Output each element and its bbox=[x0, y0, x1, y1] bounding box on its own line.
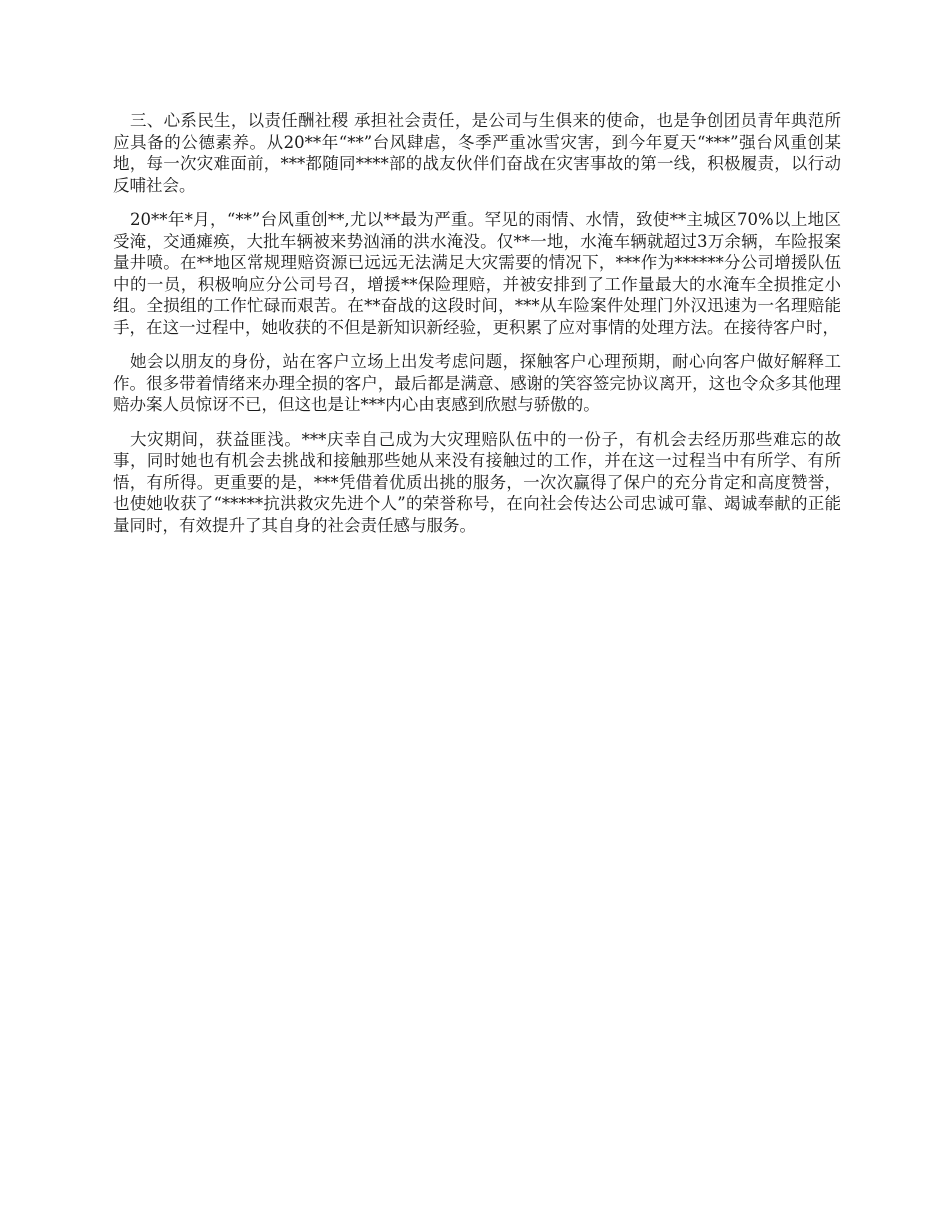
paragraph-4: 大灾期间，获益匪浅。***庆幸自己成为大灾理赔队伍中的一份子，有机会去经历那些难忘的故事，同时她也有机会去挑战和接触那些她从来没有接触过的工作，并在这一过程当中有所学、有所悟，有所得。更重要的是，***凭借着优质出挑的服务，一次次赢得了保户的充分肯定和高度赞誉，也使她收获了“*****抗洪救灾先进个人”的荣誉称号，在向社会传达公司忠诚可靠、竭诚奉献的正能量同时，有效提升了其自身的社会责任感与服务。 bbox=[113, 429, 841, 535]
document-body bbox=[113, 110, 841, 549]
paragraph-1: 三、心系民生，以责任酬社稷 承担社会责任，是公司与生俱来的使命，也是争创团员青年典范所应具备的公德素养。从20**年“**”台风肆虐，冬季严重冰雪灾害，到今年夏天“***”强台风重创某地，每一次灾难面前，***都随同****部的战友伙伴们奋战在灾害事故的第一线，积极履责，以行动反哺社会。 bbox=[113, 111, 841, 195]
paragraph-3: 她会以朋友的身份，站在客户立场上出发考虑问题，探触客户心理预期，耐心向客户做好解释工作。很多带着情绪来办理全损的客户，最后都是满意、感谢的笑容签完协议离开，这也令众多其他理赔办案人员惊讶不已，但这也是让***内心由衷感到欣慰与骄傲的。 bbox=[113, 352, 841, 414]
paragraph-2: 20**年*月，“**”台风重创**,尤以**最为严重。罕见的雨情、水情，致使**主城区70%以上地区受淹，交通瘫痪，大批车辆被来势汹涌的洪水淹没。仅**一地，水淹车辆就超过3万余辆，车险报案量井喷。在**地区常规理赔资源已远远无法满足大灾需要的情况下，***作为******分公司增援队伍中的一员，积极响应分公司号召，增援**保险理赔，并被安排到了工作量最大的水淹车全损推定小组。全损组的工作忙碌而艰苦。在**奋战的这段时间，***从车险案件处理门外汉迅速为一名理赔能手，在这一过程中，她收获的不但是新知识新经验，更积累了应对事情的处理方法。在接待客户时， bbox=[113, 210, 841, 337]
